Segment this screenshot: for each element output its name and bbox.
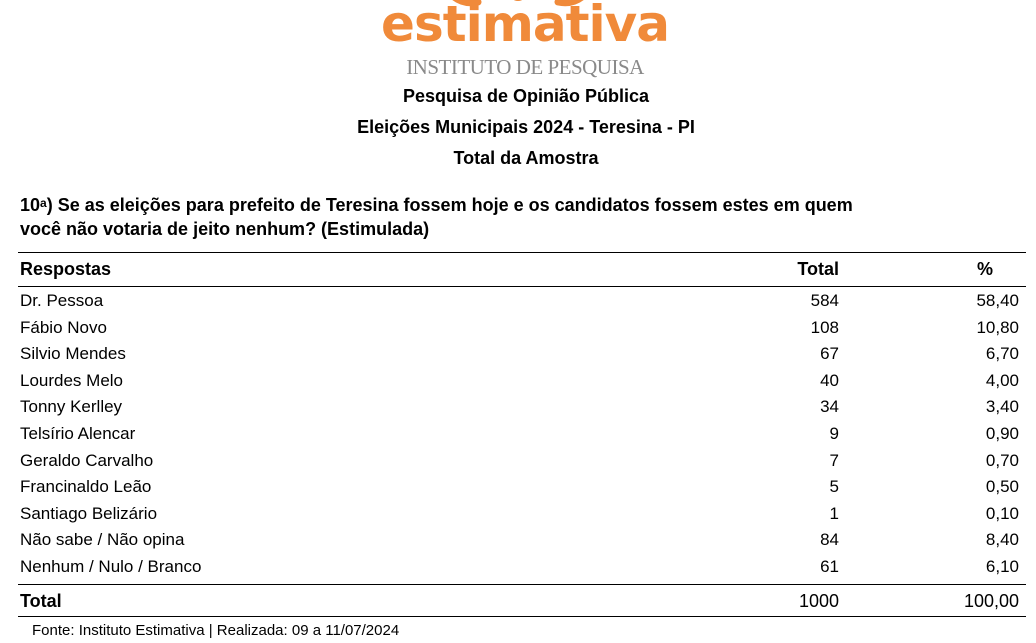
table-row: Santiago Belizário 1 0,10 bbox=[20, 503, 1019, 523]
header-percent: % bbox=[976, 259, 993, 279]
logo-wordmark: estimativa bbox=[381, 0, 669, 53]
table-total-row bbox=[18, 588, 1026, 614]
table-total-rule bbox=[18, 584, 1026, 585]
question-number: 10 bbox=[20, 195, 41, 215]
table-row: Nenhum / Nulo / Branco 61 6,10 bbox=[20, 557, 1019, 576]
table-row: Dr. Pessoa 584 58,40 bbox=[20, 291, 1019, 310]
question-line-1: ) Se as eleições para prefeito de Teresina fossem hoje e os candidatos fossem estes em quem bbox=[46, 195, 853, 215]
table-row: Tonny Kerlley 34 3,40 bbox=[20, 397, 1019, 417]
table-top-rule bbox=[18, 252, 1026, 253]
table-row: Geraldo Carvalho 7 0,70 bbox=[20, 450, 1019, 470]
total-label: Total bbox=[20, 591, 62, 611]
source-footer: Fonte: Instituto Estimativa | Realizada: 09 a 11/07/2024 bbox=[32, 622, 400, 639]
total-percent: 100,00 bbox=[963, 591, 1019, 611]
table-row: Telsírio Alencar 9 0,90 bbox=[20, 424, 1019, 443]
table-row: Fábio Novo 108 10,80 bbox=[20, 317, 1019, 337]
header-respostas: Respostas bbox=[20, 259, 112, 279]
table-row: Francinaldo Leão 5 0,50 bbox=[20, 477, 1019, 497]
header-total: Total bbox=[797, 259, 839, 279]
survey-title: Pesquisa de Opinião Pública bbox=[402, 86, 650, 106]
question-text bbox=[20, 193, 1020, 241]
estimativa-logo bbox=[0, 0, 1036, 82]
table-row: Não sabe / Não opina 84 8,40 bbox=[20, 530, 1019, 550]
table-row: Lourdes Melo 40 4,00 bbox=[20, 370, 1019, 390]
question-line-2: você não votaria de jeito nenhum? (Estimulada) bbox=[20, 219, 430, 239]
total-count: 1000 bbox=[798, 591, 839, 611]
table-row: Silvio Mendes 67 6,70 bbox=[20, 344, 1019, 364]
table-header-rule bbox=[18, 286, 1026, 287]
logo-subtitle: INSTITUTO DE PESQUISA bbox=[406, 55, 644, 79]
election-title: Eleições Municipais 2024 - Teresina - PI bbox=[357, 117, 695, 137]
table-bottom-rule bbox=[18, 616, 1026, 617]
sample-title: Total da Amostra bbox=[453, 148, 599, 168]
question-ordinal: a bbox=[40, 196, 47, 210]
table-header-row bbox=[18, 256, 1026, 282]
